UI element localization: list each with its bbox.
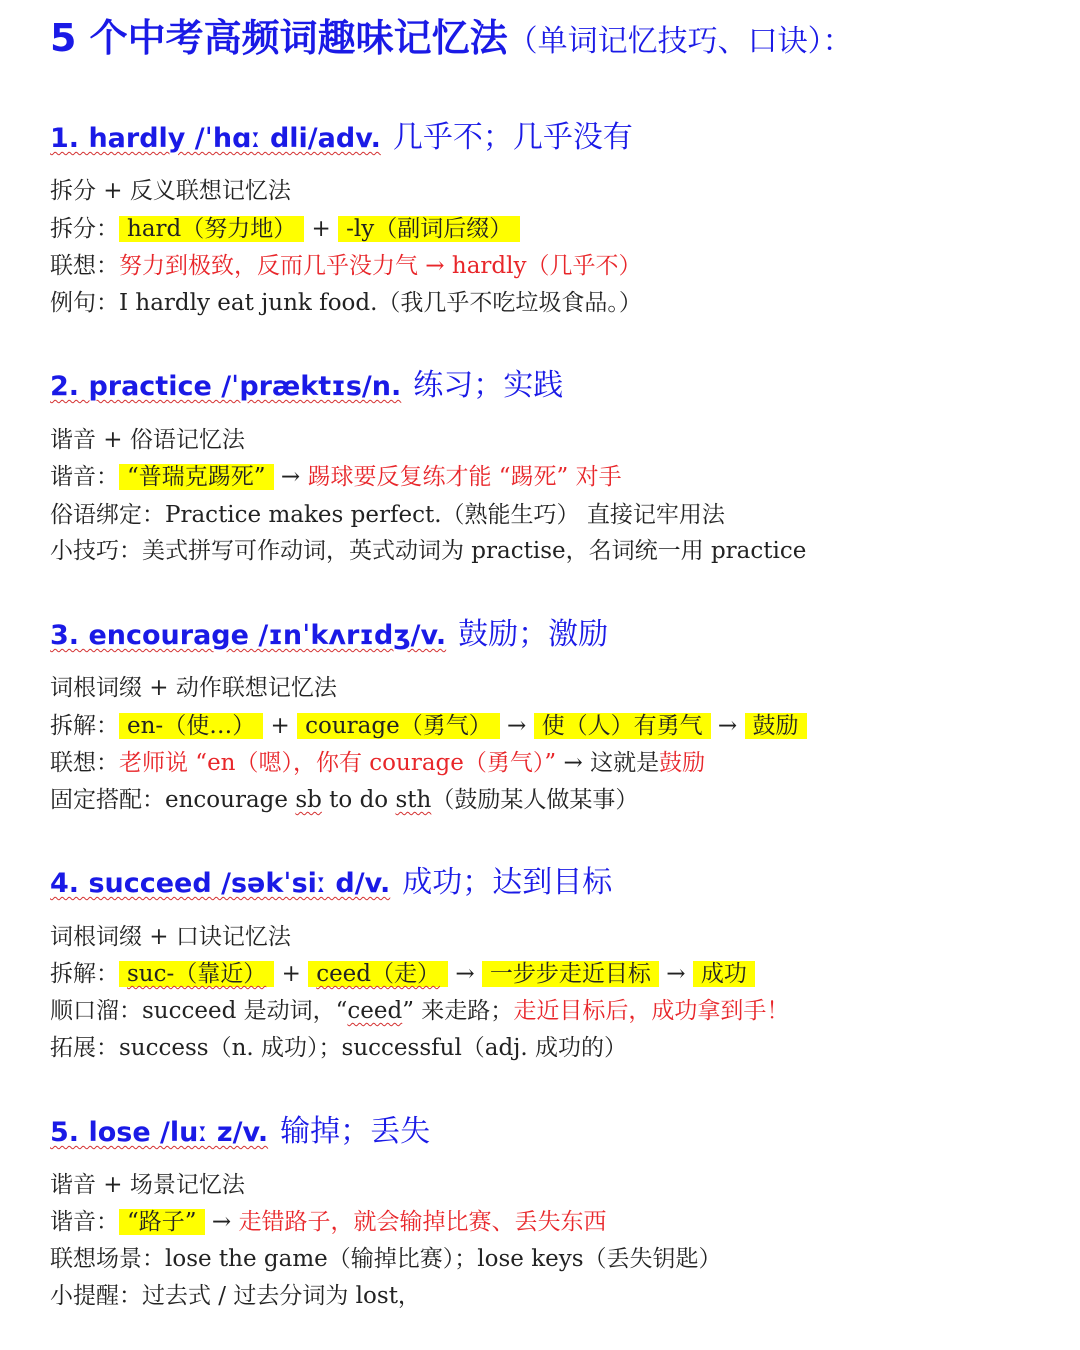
word-heading-hardly [50, 118, 633, 159]
split-line [50, 956, 755, 992]
word-heading-practice [50, 366, 563, 407]
association-text: 踢球要反复练才能 “踢死” 对手 [307, 464, 622, 490]
association-text: 鼓励 [659, 750, 706, 776]
collocation-text: （鼓励某人做某事） [431, 787, 639, 813]
memory-method-line: 词根词缀 + 口诀记忆法 [50, 924, 291, 950]
scene-line: 联想场景：lose the game（输掉比赛）；lose keys（丢失钥匙） [50, 1246, 722, 1272]
highlight-part: ceed（走） [308, 961, 448, 987]
memory-method-line: 拆分 + 反义联想记忆法 [50, 178, 291, 204]
split-line [50, 708, 807, 744]
association-label: 联想： [50, 750, 119, 776]
word-headword: 2. practice /ˈpræktɪs/n. [50, 371, 402, 402]
rhyme-text: 顺口溜：succeed 是动词，“ [50, 998, 348, 1024]
arrow: → [710, 713, 745, 739]
highlight-part: en-（使…） [119, 713, 263, 739]
highlight-part: 一步步走近目标 [482, 961, 659, 987]
split-label: 拆解： [50, 713, 119, 739]
example-sentence: 例句：I hardly eat junk food.（我几乎不吃垃圾食品。） [50, 290, 642, 316]
word-headword: 3. encourage /ɪnˈkʌrɪdʒ/v. [50, 620, 447, 651]
page-title [50, 8, 853, 72]
homophone-label: 谐音： [50, 464, 119, 490]
highlight-part: courage（勇气） [297, 713, 500, 739]
homophone-label: 谐音： [50, 1209, 119, 1235]
split-line [50, 211, 520, 247]
word-headword: 1. hardly /ˈhɑː dli/adv. [50, 123, 381, 154]
association-text: 努力到极致，反而几乎没力气 → hardly（几乎不） [119, 253, 642, 279]
word-headword: 5. lose /luː z/v. [50, 1117, 269, 1148]
rhyme-ceed: ceed [347, 998, 403, 1024]
rhyme-text: ” 来走路； [402, 998, 514, 1024]
arrow: → [204, 1209, 239, 1235]
word-meaning: 成功；达到目标 [402, 865, 613, 900]
highlight-part: “普瑞克踢死” [119, 464, 274, 490]
collocation-text: 固定搭配：encourage [50, 787, 296, 813]
extension-line: 拓展：success（n. 成功）；successful（adj. 成功的） [50, 1035, 627, 1061]
association-text: 走错路子，就会输掉比赛、丢失东西 [238, 1209, 607, 1235]
word-heading-lose [50, 1112, 430, 1153]
collocation-text: to do [321, 787, 396, 813]
plus-sign: + [274, 961, 309, 987]
highlight-part: 鼓励 [745, 713, 807, 739]
collocation-line [50, 782, 638, 818]
plus-sign: + [263, 713, 298, 739]
collocation-sth: sth [395, 787, 432, 813]
highlight-part: “路子” [119, 1209, 205, 1235]
highlight-part: suc-（靠近） [119, 961, 274, 987]
reminder-line: 小提醒：过去式 / 过去分词为 lost， [50, 1283, 421, 1309]
word-meaning: 几乎不；几乎没有 [392, 120, 633, 155]
memory-method-line: 谐音 + 俗语记忆法 [50, 427, 245, 453]
rhyme-line [50, 993, 789, 1029]
collocation-sb: sb [295, 787, 322, 813]
memory-method-line: 词根词缀 + 动作联想记忆法 [50, 675, 337, 701]
homophone-line [50, 1204, 606, 1240]
word-meaning: 输掉；丢失 [280, 1114, 431, 1149]
arrow: → [658, 961, 693, 987]
word-heading-encourage [50, 615, 608, 656]
association-text: 老师说 “en（嗯），你有 courage（勇气）” [119, 750, 557, 776]
highlight-part: hard（努力地） [119, 216, 304, 242]
word-heading-succeed [50, 863, 612, 904]
arrow: → [273, 464, 308, 490]
title-main: 5 个中考高频词趣味记忆法 [50, 16, 508, 60]
tip-line: 小技巧：美式拼写可作动词，英式动词为 practise，名词统一用 practice [50, 538, 807, 564]
homophone-line [50, 459, 622, 495]
plus-sign: + [304, 216, 339, 242]
highlight-part: -ly（副词后缀） [338, 216, 520, 242]
arrow: → [448, 961, 482, 987]
split-label: 拆解： [50, 961, 119, 987]
association-line [50, 248, 642, 284]
arrow: → [556, 750, 591, 776]
association-line [50, 745, 705, 781]
plain-text: 这就是 [590, 750, 660, 776]
association-label: 联想： [50, 253, 119, 279]
arrow: → [499, 713, 534, 739]
split-label: 拆分： [50, 216, 119, 242]
title-subtitle: （单词记忆技巧、口诀）： [507, 24, 853, 59]
proverb-line: 俗语绑定：Practice makes perfect.（熟能生巧） 直接记牢用法 [50, 502, 725, 528]
word-meaning: 练习；实践 [413, 368, 564, 403]
highlight-part: 成功 [693, 961, 755, 987]
memory-method-line: 谐音 + 场景记忆法 [50, 1172, 245, 1198]
word-headword: 4. succeed /səkˈsiː d/v. [50, 868, 391, 899]
highlight-part: 使（人）有勇气 [534, 713, 711, 739]
word-meaning: 鼓励；激励 [458, 617, 609, 652]
rhyme-red-text: 走近目标后，成功拿到手！ [513, 998, 790, 1024]
